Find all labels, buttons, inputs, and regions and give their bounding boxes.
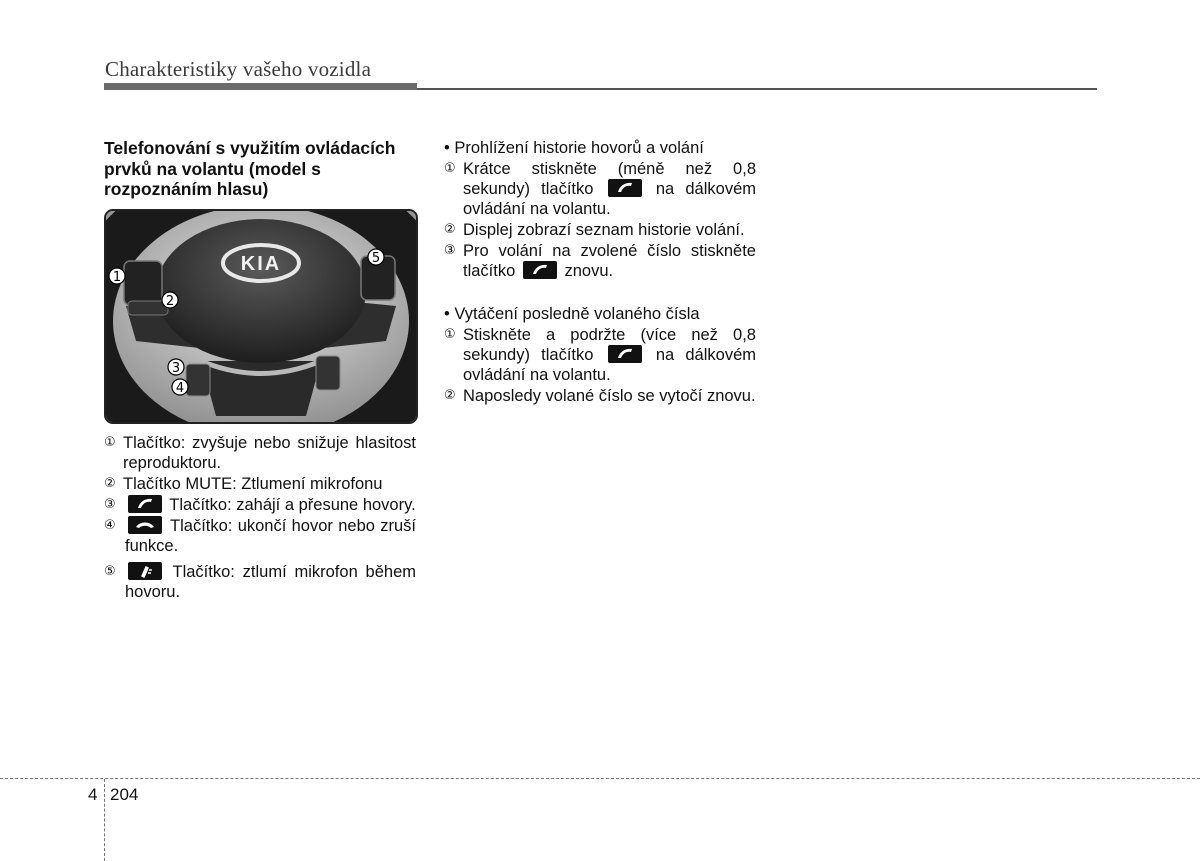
item-text: Tlačítko: ztlumí mikrofon během hovoru. [125, 562, 416, 601]
item-text: Tlačítko MUTE: Ztlumení mikrofonu [123, 474, 383, 493]
item-text: Naposledy volané číslo se vytočí znovu. [463, 387, 756, 405]
item-number: ② [444, 222, 456, 237]
list-item [104, 562, 416, 602]
footer-divider [0, 778, 1200, 779]
history-bullet: • Prohlížení historie hovorů a volání [444, 139, 704, 157]
list-item [104, 433, 416, 473]
svg-text:2: 2 [165, 293, 175, 309]
item-number: ① [444, 327, 456, 342]
header-rule-thin [417, 88, 1097, 90]
page-header-title: Charakteristiky vašeho vozidla [105, 57, 372, 81]
item-text: Displej zobrazí seznam historie volání. [463, 221, 745, 239]
list-item [104, 495, 416, 515]
item-text: Tlačítko: zvyšuje nebo snižuje hlasitost reproduktoru. [123, 433, 416, 472]
steering-wheel-photo [104, 209, 418, 424]
item-text-before: Stiskněte a podržte (více než 0,8 sekundy) tlačítko [463, 326, 756, 364]
list-item [444, 220, 756, 240]
svg-text:1: 1 [112, 269, 122, 285]
item-text-after: na dálkovém ovládání na volantu. [463, 180, 756, 218]
svg-text:KIA: KIA [240, 252, 282, 275]
call-button-icon [523, 261, 557, 279]
header-rule-thick [104, 83, 417, 90]
left-column [104, 138, 416, 603]
list-item [444, 241, 756, 281]
item-number: ① [444, 161, 456, 176]
list-item [444, 159, 756, 219]
section-heading: Telefonování s využitím ovládacích prvků na volantu (model s rozpoznáním hlasu) [104, 138, 396, 199]
svg-text:5: 5 [371, 250, 381, 266]
list-item [104, 474, 416, 494]
right-column [444, 138, 756, 407]
call-button-icon [608, 179, 642, 197]
item-number: ② [104, 475, 116, 491]
svg-text:3: 3 [171, 360, 181, 376]
item-number: ② [444, 388, 456, 403]
item-text: Tlačítko: ukončí hovor nebo zruší funkce. [125, 516, 416, 555]
svg-text:4: 4 [175, 380, 185, 396]
item-text: Tlačítko: zahájí a přesune hovory. [169, 495, 416, 514]
item-number: ③ [444, 243, 456, 258]
chapter-number: 4 [88, 785, 98, 804]
item-number: ③ [104, 496, 116, 512]
item-text-after: znovu. [564, 262, 614, 280]
item-number: ⑤ [104, 563, 116, 579]
item-number: ① [104, 434, 116, 450]
list-item [104, 516, 416, 556]
item-text-after: na dálkovém ovládání na volantu. [463, 346, 756, 384]
list-item [444, 386, 756, 406]
page-number: 204 [110, 785, 139, 804]
voice-recognition-icon [128, 562, 162, 580]
item-text-before: Pro volání na zvolené číslo stiskněte tlačítko [463, 242, 756, 280]
call-button-icon [128, 495, 162, 513]
list-item [444, 325, 756, 385]
footer-vertical-divider [104, 779, 105, 861]
redial-bullet: • Vytáčení posledně volaného čísla [444, 305, 700, 323]
item-number: ④ [104, 517, 116, 533]
item-text-before: Krátce stiskněte (méně než 0,8 sekundy) tlačítko [463, 160, 756, 198]
end-call-button-icon [128, 516, 162, 534]
call-button-icon [608, 345, 642, 363]
